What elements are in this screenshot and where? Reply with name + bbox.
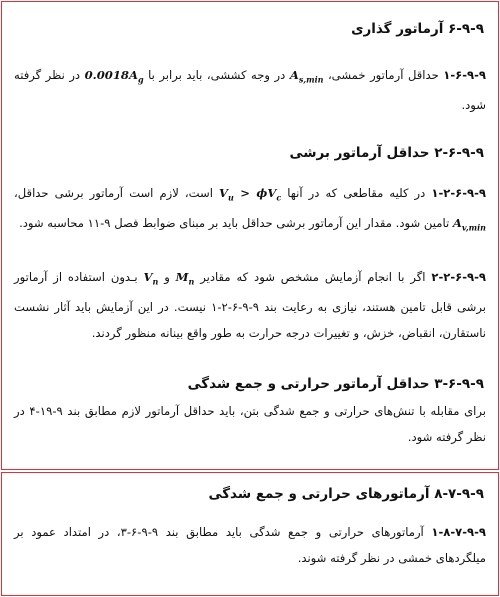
clause-number: ۱-۶-۹-۹ — [443, 68, 487, 82]
clause-text-a: اگر با انجام آزمایش مشخص شود که مقادیر — [200, 270, 426, 284]
clause-text-a: در کلیه مقاطعی که در آنها — [287, 186, 426, 200]
clause-number: ۱-۸-۷-۹-۹ — [431, 525, 487, 539]
heading-number: ۳-۶-۹-۹ — [434, 376, 484, 392]
paragraph-9-9-7-8-1 — [14, 519, 486, 571]
heading-title: حداقل آرماتور حرارتی و جمع شدگی — [187, 376, 430, 392]
clause-text-b: است، لازم است آرماتور برشی حداقل، — [14, 186, 213, 200]
heading-number: ۸-۷-۹-۹ — [434, 486, 484, 502]
math-as-min: $A_{s,min}$ — [289, 68, 324, 85]
math-0.0018ag: $0.0018A_g$ — [84, 68, 144, 85]
heading-9-9-7-8 — [12, 485, 484, 503]
clause-text-and: و — [164, 270, 170, 284]
clause-text-b: بـدون استفاده از آرماتور برشی قابل تامین هستند، نیازی به رعایت بند ۹-۹-۶-۲-۱ نیست. در این آزمایش باید آثار نشست ناستقارن، انقباض، خزش، و تغییرات درجه حرارت به طور واقع بینانه منظور گردند. — [14, 270, 486, 341]
paragraph-9-9-6-2-2 — [14, 264, 486, 346]
clause-number: ۱-۲-۶-۹-۹ — [431, 186, 487, 200]
heading-9-9-6-3 — [12, 375, 484, 393]
heading-9-9-6-2 — [12, 144, 484, 162]
math-vn: $V_n$ — [143, 270, 159, 287]
heading-title: آرماتورهای حرارتی و جمع شدگی — [208, 486, 430, 502]
math-mn: $M_n$ — [175, 270, 195, 287]
clause-text-c: تامین شود. مقدار این آرماتور برشی حداقل باید بر مبنای ضوابط فصل ۹-۱۱ محاسبه شود. — [19, 216, 450, 231]
clause-text-c: در نظر گرفته شود. — [14, 68, 486, 113]
paragraph-9-9-6-2-1 — [14, 180, 486, 241]
clause-text: برای مقابله با تنش‌های حرارتی و جمع شدگی بتن، باید حداقل آرماتور لازم مطابق بند ۹-۱۹-۴ در نظر گرفته شود. — [14, 404, 487, 444]
clause-text-a: حداقل آرماتور خمشی، — [327, 68, 439, 82]
lower-section-box — [1, 472, 499, 596]
heading-title: آرماتور گذاری — [351, 21, 444, 37]
upper-section-box — [1, 1, 499, 470]
clause-text-b: در وجه کششی، باید برابر با — [148, 68, 286, 82]
heading-title: حداقل آرماتور برشی — [289, 145, 430, 161]
heading-9-9-6 — [12, 20, 484, 38]
paragraph-9-9-6-1 — [14, 62, 486, 118]
heading-number: ۶-۹-۹ — [448, 21, 484, 37]
clause-text: آرماتورهای حرارتی و جمع شدگی باید مطابق بند ۹-۹-۶-۳، در امتداد عمود بر میلگردهای خمشی در نظر گرفته شوند. — [14, 525, 486, 565]
math-vu-gt-phivc: $V_u > \phi V_c$ — [219, 186, 282, 203]
math-av-min: $A_{v,min}$ — [452, 216, 486, 233]
clause-number: ۲-۲-۶-۹-۹ — [431, 270, 487, 284]
paragraph-9-9-6-3 — [14, 398, 486, 450]
heading-number: ۲-۶-۹-۹ — [434, 145, 484, 161]
